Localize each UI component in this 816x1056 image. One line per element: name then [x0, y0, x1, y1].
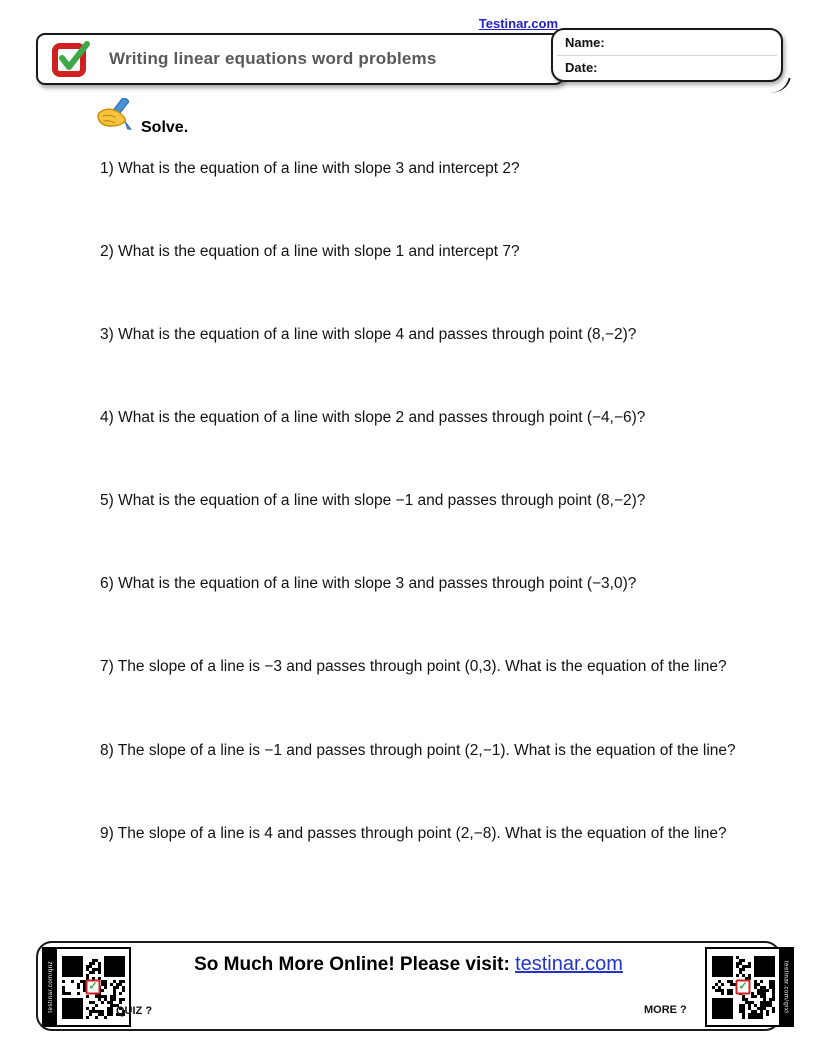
solve-label: Solve. [141, 119, 189, 136]
more-qr-caption: testinar.com/qrxl [779, 949, 792, 1025]
question-3: 3) What is the equation of a line with slope 4 and passes through point (8,−2)? [100, 326, 637, 343]
checkbox-logo-icon [51, 38, 93, 80]
testinar-footer-link[interactable]: testinar.com [515, 953, 623, 975]
qr-center-logo-icon: ✓ [86, 980, 101, 995]
question-6: 6) What is the equation of a line with slope 3 and passes through point (−3,0)? [100, 575, 637, 592]
writing-hand-icon [95, 98, 139, 137]
footer-banner [36, 941, 789, 1031]
question-2: 2) What is the equation of a line with slope 1 and intercept 7? [100, 243, 520, 260]
question-4: 4) What is the equation of a line with slope 2 and passes through point (−4,−6)? [100, 409, 646, 426]
question-8: 8) The slope of a line is −1 and passes through point (2,−1). What is the equation of the line? [100, 742, 736, 759]
question-7: 7) The slope of a line is −3 and passes through point (0,3). What is the equation of the line? [100, 658, 727, 675]
page-title: Writing linear equations word problems [109, 49, 437, 68]
name-date-box [551, 28, 783, 82]
name-date-box-tail [769, 74, 790, 95]
worksheet-title-bar [36, 33, 564, 85]
more-qr-image [707, 949, 779, 1025]
question-5: 5) What is the equation of a line with slope −1 and passes through point (8,−2)? [100, 492, 646, 509]
quiz-label: QUIZ ? [116, 1005, 153, 1017]
question-9: 9) The slope of a line is 4 and passes through point (2,−8). What is the equation of the line? [100, 825, 727, 842]
testinar-top-link[interactable]: Testinar.com [478, 16, 558, 31]
quiz-qr-caption: testinar.com/qnz [44, 949, 57, 1025]
more-label: MORE ? [644, 1004, 687, 1016]
question-1: 1) What is the equation of a line with slope 3 and intercept 2? [100, 160, 520, 177]
footer-message-text: So Much More Online! Please visit: [194, 954, 516, 975]
name-field: Name: [565, 34, 605, 50]
qr-center-logo-icon: ✓ [736, 980, 751, 995]
instruction-row [95, 98, 188, 137]
more-qr-code [705, 947, 794, 1027]
footer-message [38, 953, 779, 976]
date-field: Date: [565, 60, 598, 76]
